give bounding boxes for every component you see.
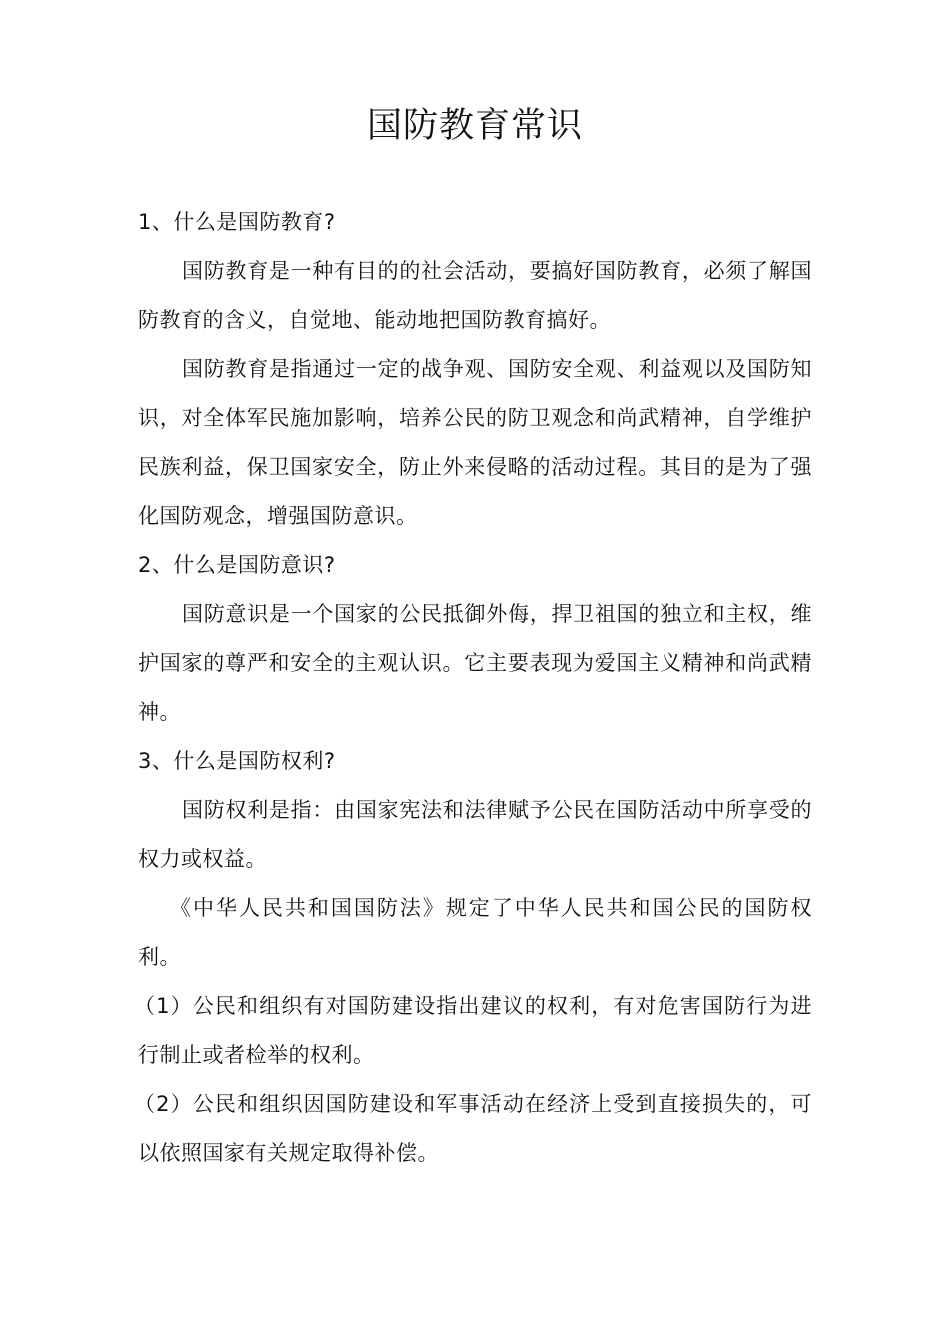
document-body bbox=[134, 198, 812, 1178]
question-heading-3: 3、什么是国防权利? bbox=[138, 749, 336, 773]
body-paragraph: 国防教育是一种有目的的社会活动，要搞好国防教育，必须了解国防教育的含义，自觉地、能动地把国防教育搞好。 bbox=[138, 259, 812, 332]
body-paragraph: 国防意识是一个国家的公民抵御外侮，捍卫祖国的独立和主权，维护国家的尊严和安全的主观认识。它主要表现为爱国主义精神和尚武精神。 bbox=[138, 602, 812, 724]
question-heading-2: 2、什么是国防意识? bbox=[138, 553, 336, 577]
body-paragraph: 国防权利是指：由国家宪法和法律赋予公民在国防活动中所享受的权力或权益。 bbox=[138, 798, 812, 871]
body-paragraph: 国防教育是指通过一定的战争观、国防安全观、利益观以及国防知识，对全体军民施加影响，培养公民的防卫观念和尚武精神，自学维护民族利益，保卫国家安全，防止外来侵略的活动过程。其目的是为了强化国防观念，增强国防意识。 bbox=[138, 357, 812, 528]
law-reference-paragraph: 《中华人民共和国国防法》规定了中华人民共和国公民的国防权利。 bbox=[138, 896, 812, 969]
document-title: 国防教育常识 bbox=[366, 106, 583, 146]
question-heading-1: 1、什么是国防教育? bbox=[138, 210, 336, 234]
list-item: （1）公民和组织有对国防建设指出建议的权利，有对危害国防行为进行制止或者检举的权利。 bbox=[134, 994, 812, 1067]
list-item: （2）公民和组织因国防建设和军事活动在经济上受到直接损失的，可以依照国家有关规定取得补偿。 bbox=[134, 1092, 812, 1165]
